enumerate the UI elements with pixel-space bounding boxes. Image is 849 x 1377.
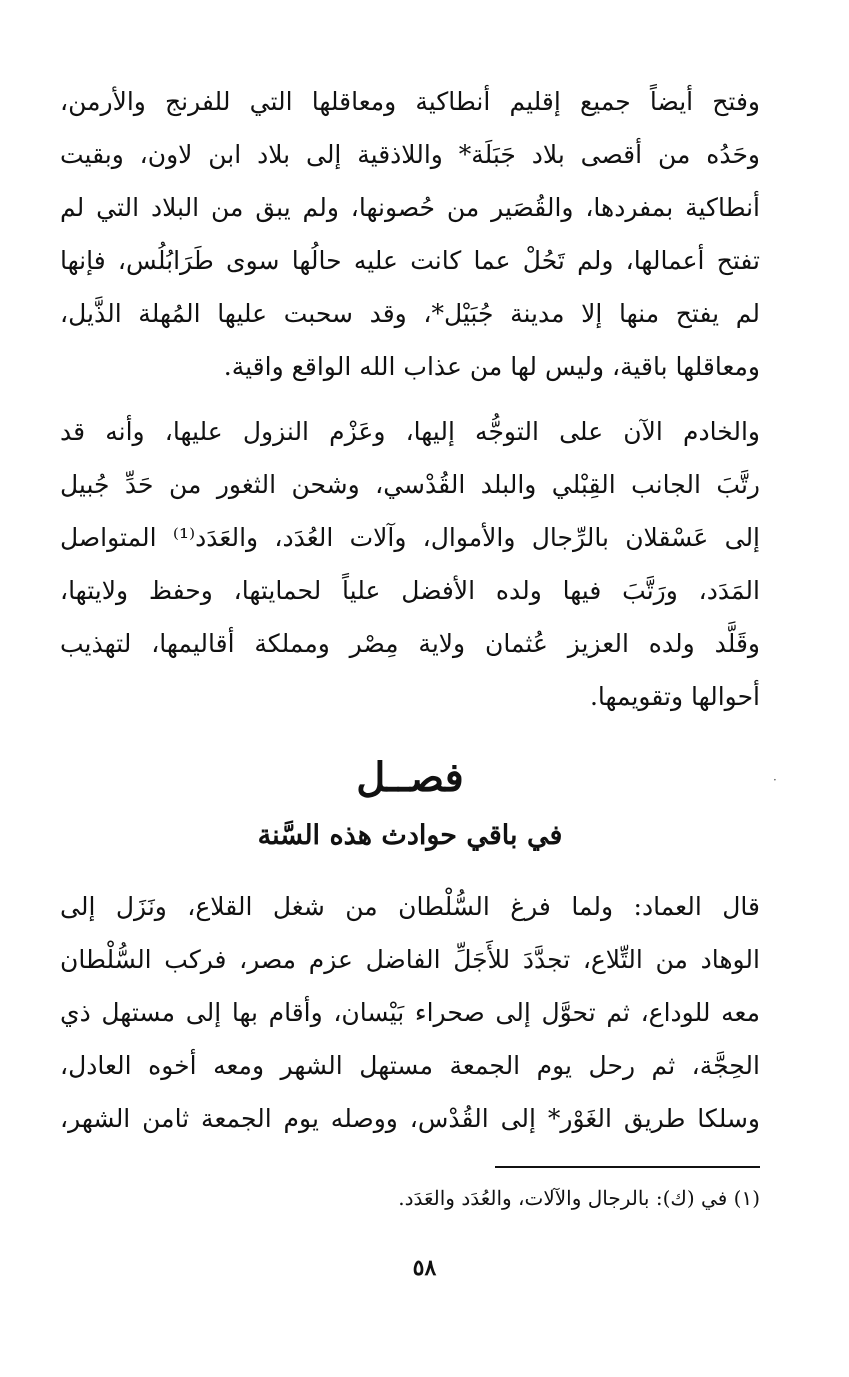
- section-subtitle: في باقي حوادث هذه السَّنة: [257, 820, 563, 851]
- text-line: وسلكا طريق الغَوْر* إلى القُدْس، ووصله يوم الجمعة ثامن الشهر،: [60, 1104, 760, 1133]
- section-title: فصــل: [356, 754, 464, 801]
- text-line: وقَلَّد ولده العزيز عُثمان ولاية مِصْر ومملكة أقاليمها، لتهذيب: [60, 629, 760, 658]
- footnote-divider: [495, 1166, 760, 1168]
- text-line: إلى عَسْقلان بالرِّجال والأموال، وآلات العُدَد، والعَدَد⁽¹⁾ المتواصل: [60, 523, 760, 552]
- page-mark: ·: [773, 773, 777, 787]
- text-line: قال العماد: ولما فرغ السُّلْطان من شغل القلاع، ونَزَل إلى: [60, 892, 760, 921]
- page-number: ٥٨: [412, 1255, 437, 1281]
- text-line: وفتح أيضاً جميع إقليم أنطاكية ومعاقلها التي للفرنج والأرمن،: [60, 87, 760, 116]
- text-line: أحوالها وتقويمها.: [589, 682, 760, 711]
- paragraph-3: [60, 880, 760, 1145]
- text-line: المَدَد، ورَتَّبَ فيها ولده الأفضل علياً لحمايتها، وحفظ ولايتها،: [60, 576, 760, 605]
- text-line: وحَدُه من أقصى بلاد جَبَلَة* واللاذقية إلى بلاد ابن لاون، وبقيت: [60, 140, 760, 169]
- text-line: رتَّبَ الجانب القِبْلي والبلد القُدْسي، وشحن الثغور من حَدِّ جُبيل: [60, 470, 760, 499]
- paragraph-1: [60, 75, 760, 393]
- paragraph-2: [60, 405, 760, 723]
- footnote: (١) في (ك): بالرجال والآلات، والعُدَد والعَدَد.: [398, 1186, 760, 1210]
- text-line: تفتح أعمالها، ولم تَحُلْ عما كانت عليه حالُها سوى طَرَابُلُس، فإنها: [60, 246, 760, 275]
- text-line: الحِجَّة، ثم رحل يوم الجمعة مستهل الشهر ومعه أخوه العادل،: [60, 1051, 760, 1080]
- text-line: معه للوداع، ثم تحوَّل إلى صحراء بَيْسان، وأقام بها إلى مستهل ذي: [60, 998, 760, 1027]
- text-line: الوهاد من التِّلاع، تجدَّدَ للأَجَلِّ الفاضل عزم مصر، فركب السُّلْطان: [60, 945, 760, 974]
- text-line: ومعاقلها باقية، وليس لها من عذاب الله الواقع واقية.: [223, 352, 760, 381]
- text-line: أنطاكية بمفردها، والقُصَير من حُصونها، ولم يبق من البلاد التي لم: [60, 193, 760, 222]
- text-line: والخادم الآن على التوجُّه إليها، وعَزْم النزول عليها، وأنه قد: [60, 417, 760, 446]
- text-line: لم يفتح منها إلا مدينة جُبَيْل*، وقد سحبت عليها المُهلة الذَّيل،: [60, 299, 760, 328]
